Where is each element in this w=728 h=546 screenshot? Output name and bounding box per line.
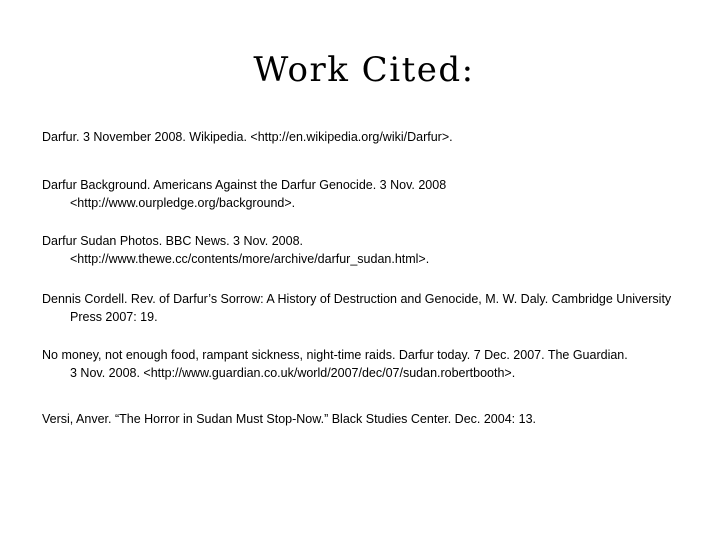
citation-line: Darfur Background. Americans Against the Darfur Genocide. 3 Nov. 2008 <box>42 178 447 192</box>
citation-entry <box>42 176 692 212</box>
citation-entry <box>42 232 692 268</box>
citation-line-continued: <http://www.ourpledge.org/background>. <box>70 196 296 210</box>
citation-line: Darfur Sudan Photos. BBC News. 3 Nov. 2008. <box>42 234 304 248</box>
slide-title: Work Cited: <box>253 50 475 90</box>
citation-line-continued: 3 Nov. 2008. <http://www.guardian.co.uk/world/2007/dec/07/sudan.robertbooth>. <box>70 366 516 380</box>
citation-line: No money, not enough food, rampant sickness, night-time raids. Darfur today. 7 Dec. 2007. The Guardian. <box>42 348 628 362</box>
citation-line-continued: <http://www.thewe.cc/contents/more/archive/darfur_sudan.html>. <box>70 252 430 266</box>
citation-line: Dennis Cordell. Rev. of Darfur’s Sorrow: A History of Destruction and Genocide, M. W. Daly. Cambridge University <box>42 292 672 306</box>
citation-entry <box>42 290 692 326</box>
citation-entry <box>42 128 692 146</box>
citation-line: Versi, Anver. “The Horror in Sudan Must Stop-Now.” Black Studies Center. Dec. 2004: 13. <box>42 412 536 426</box>
citation-entry <box>42 410 692 428</box>
citation-line-continued: Press 2007: 19. <box>70 310 158 324</box>
citation-line: Darfur. 3 November 2008. Wikipedia. <http://en.wikipedia.org/wiki/Darfur>. <box>42 130 453 144</box>
citation-entry <box>42 346 692 382</box>
